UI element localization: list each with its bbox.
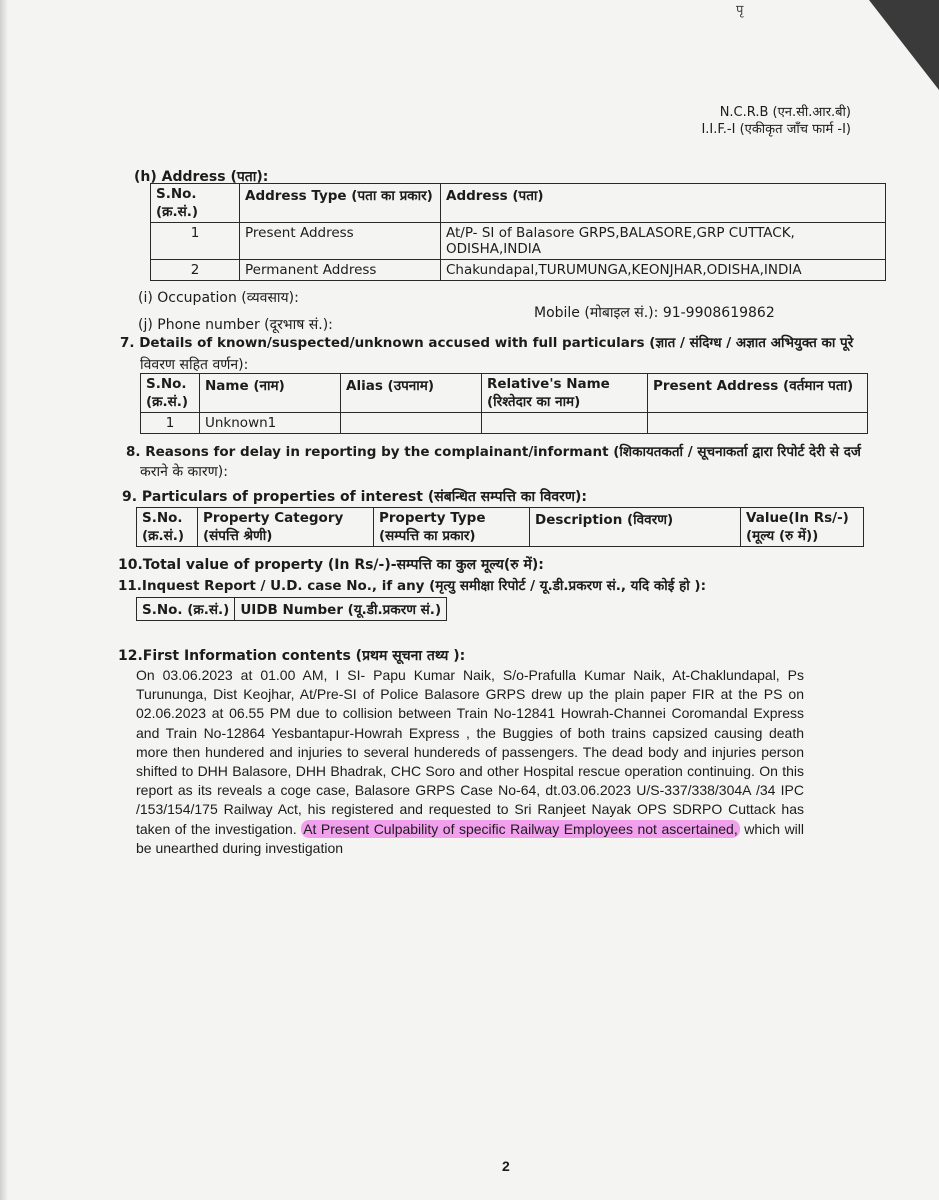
inquest-table-header	[137, 598, 447, 621]
accused-table-header	[141, 374, 868, 413]
col-sno: S.No.(क्र.सं.)	[151, 184, 240, 223]
table-row	[151, 223, 886, 260]
col-uidb-number: UIDB Number (यू.डी.प्रकरण सं.)	[235, 598, 447, 621]
col-value: Value(In Rs/-) (मूल्य (रु में))	[741, 508, 864, 547]
cell-sno: 2	[151, 260, 240, 281]
properties-section-label: 9. Particulars of properties of interest (संबन्धित सम्पत्ति का विवरण):	[122, 489, 588, 505]
accused-table	[140, 373, 868, 434]
cell-address: At/P- SI of Balasore GRPS,BALASORE,GRP CUTTACK, ODISHA,INDIA	[441, 223, 886, 260]
address-section-label: (h) Address (पता):	[134, 169, 269, 185]
first-info-text-end: which will be unearthed during investigation	[136, 820, 805, 856]
cell-relative	[482, 413, 648, 434]
col-name: Name (नाम)	[200, 374, 341, 413]
col-sno: S.No. (क्र.सं.)	[137, 508, 198, 547]
cell-present-address	[648, 413, 868, 434]
cell-address-type: Present Address	[240, 223, 441, 260]
highlighted-text: At Present Culpability of specific Railway Employees not ascertained,	[303, 820, 738, 837]
col-sno: S.No. (क्र.सं.)	[141, 374, 200, 413]
cell-address-type: Permanent Address	[240, 260, 441, 281]
col-property-category: Property Category (संपत्ति श्रेणी)	[198, 508, 374, 547]
col-present-address: Present Address (वर्तमान पता)	[648, 374, 868, 413]
cell-address: Chakundapal,TURUMUNGA,KEONJHAR,ODISHA,INDIA	[441, 260, 886, 281]
cell-sno: 1	[151, 223, 240, 260]
delay-section-label: 8. Reasons for delay in reporting by the complainant/informant (शिकायतकर्ता / सूचनाकर्ता द्वारा रिपोर्ट देरी से दर्ज	[126, 444, 861, 460]
col-address-type: Address Type (पता का प्रकार)	[240, 184, 441, 223]
properties-table-header	[137, 508, 864, 547]
cell-sno: 1	[141, 413, 200, 434]
form-header	[701, 104, 851, 138]
cell-alias	[341, 413, 482, 434]
top-cropped-text: पृ	[736, 3, 744, 18]
col-address: Address (पता)	[441, 184, 886, 223]
mobile-number: Mobile (मोबाइल सं.): 91-9908619862	[534, 305, 775, 321]
header-ncrb: N.C.R.B (एन.सी.आर.बी)	[719, 105, 851, 120]
col-sno: S.No. (क्र.सं.)	[137, 598, 235, 621]
first-info-text: On 03.06.2023 at 01.00 AM, I SI- Papu Kumar Naik, S/o-Prafulla Kumar Naik, At-Chaklundapal, Ps Turununga, Dist Keojhar, At/Pre-SI of Police Balasore GRPS drew up the plain paper FIR at the PS on 02.06.2023 at 06.55 PM due to collision between Train No-12841 Howrah-Channei Coromandal Express and Train No-12864 Yesbantapur-Howrah Express , the Buggies of both trains capsized causing death more then hundered and injuries to several hundereds of passengers. The dead body and injuries person shifted to DHH Balasore, DHH Bhadrak, CHC Soro and other Hospital rescue operation continuing. On this report as its reveals a coge case, Balasore GRPS Case No-64, dt.03.06.2023 U/S-337/338/304A /34 IPC /153/154/175 Railway Act, his registered and requested to Sri Ranjeet Nayak OPS SDRPO Cuttack has taken of the investigation.	[136, 667, 804, 837]
col-description: Description (विवरण)	[530, 508, 741, 547]
col-relative: Relative's Name (रिश्तेदार का नाम)	[482, 374, 648, 413]
cell-name: Unknown1	[200, 413, 341, 434]
address-table-header	[151, 184, 886, 223]
col-alias: Alias (उपनाम)	[341, 374, 482, 413]
table-row	[141, 413, 868, 434]
scan-edge-shadow	[0, 0, 8, 1200]
address-table	[150, 183, 886, 281]
inquest-section-label: 11.Inquest Report / U.D. case No., if any (मृत्यु समीक्षा रिपोर्ट / यू.डी.प्रकरण सं., यदि कोई हो ):	[118, 578, 706, 594]
header-iif: I.I.F.-I (एकीकृत जाँच फार्म -I)	[701, 122, 851, 137]
total-value-label: 10.Total value of property (In Rs/-)-सम्पत्ति का कुल मूल्य(रु में):	[118, 557, 544, 573]
accused-section-label: 7. Details of known/suspected/unknown accused with full particulars (ज्ञात / संदिग्ध / अज्ञात अभियुक्त का पूरे	[120, 335, 854, 351]
folded-corner	[869, 0, 939, 90]
phone-label: (j) Phone number (दूरभाष सं.):	[138, 317, 333, 333]
first-info-section-label: 12.First Information contents (प्रथम सूचना तथ्य ):	[118, 648, 466, 664]
accused-section-label-cont: विवरण सहित वर्णन):	[140, 357, 249, 373]
inquest-table	[136, 597, 447, 621]
delay-section-label-cont: कराने के कारण):	[140, 464, 228, 480]
table-row	[151, 260, 886, 281]
page-number: 2	[502, 1158, 510, 1174]
properties-table	[136, 507, 864, 547]
col-property-type: Property Type (सम्पत्ति का प्रकार)	[374, 508, 530, 547]
occupation-label: (i) Occupation (व्यवसाय):	[138, 290, 299, 306]
first-info-contents	[136, 666, 804, 858]
